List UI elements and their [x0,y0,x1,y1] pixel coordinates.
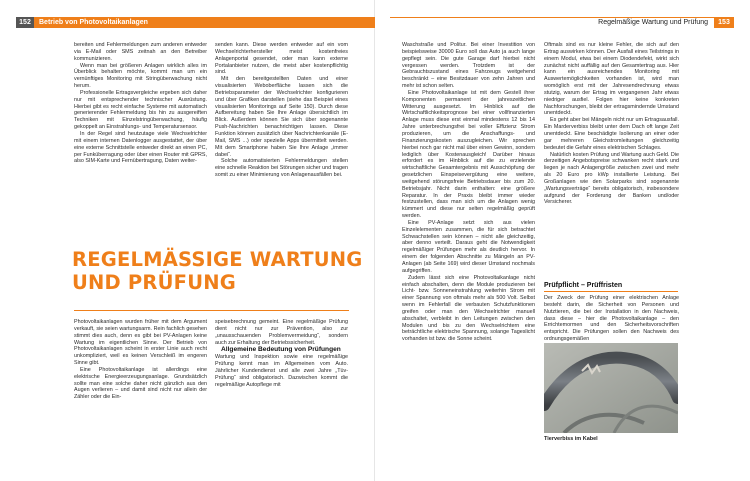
column-2-top [215,42,348,179]
left-header [0,17,375,28]
paragraph: Eine Photovoltaikanlage ist mit dem Gestell ihrer Komponenten permanent der jahreszeitlichen Witterung ausgesetzt. Im Hinblick auf die Wirtschaftlichkeitsprognose bei einer vollfinanzierten Anlage muss diese erst einmal mindestens 12 bis 14 Jahre unterbrechungsfrei bei voller Effizienz Strom produzieren, um die Anschaffungs- und Finanzierungskosten auszugleichen. Wir sprechen hierbei noch gar nicht mal über einen Gewinn, sondern lediglich über Kostenausgleich! Darüber hinaus erfordert es im Hinblick auf die zu erzielende wirtschaftliche Gesamtergebnis mit Ausschöpfung der gesetzlichen Einspeisevergütung eine weitere, weitgehend störungsfreie Betriebsdauer bis zum 20. Betriebsjahr. Nicht darin enthalten: eine größere Reparatur. In der Praxis bleibt immer wieder festzustellen, dass man sich um die Anlagen wenig kümmert und diese nur selten regelmäßig geprüft werden. [402,89,535,220]
paragraph: Eine Photovoltaikanlage ist allerdings eine elektrische Energieerzeugungsanlage. Grundsätzlich sollte man eine solche daher nicht gänzlich aus den Augen verlieren – und damit sind nicht nur allein der Zähler oder die Ein- [74,366,207,401]
title-divider [74,310,349,311]
paragraph: Wartung und Inspektion sowie eine regelmäßige Prüfung kennt man im Allgemeinen vom Auto. Jährlicher Kundendienst und alle zwei Jahre „Tüv-Prüfung“ sind obligatorisch. Dazwischen kommt die regelmäßige Autopflege mit [215,354,348,388]
column-3 [402,42,535,343]
paragraph: speisebrechnung gemeint. Eine regelmäßige Prüfung dient nicht nur zur Prävention, also zur „unausschauenden Problemvermeidung“, sondern auch zur Erhaltung der Betriebssicherheit. [215,319,348,346]
column-1-bottom [74,319,207,401]
paragraph: Es geht aber bei Mängeln nicht nur um Ertragsausfall. Ein Marderverbiss bleibt unter dem Dach oft lange Zeit unentdeckt. Eine beschädigte Isolierung an einer oder gar mehreren Gleichstromleitungen gleichzeitig bedeutet die Gefahr eines elektrischen Schlages. [544,117,679,151]
column-4-top [544,42,679,206]
paragraph: Zudem lässt sich eine Photovoltaikanlage nicht einfach abschalten, denn die Module produzieren bei Licht- bzw. Sonneneinstrahlung weiterhin Strom mit einer Spannung von oftmals mehr als 500 Volt. Selbst wenn im Fehlerfall die verbauten Schutzfunktionen greifen oder man den Wechselrichter manuell abschaltet, verbleibt in den Leitungen zwischen den Modulen und bis zu den Wechselrichtern eine beträchtliche elektrische Spannung, solange Tageslicht vorhanden ist bzw. die Sonne scheint. [402,274,535,343]
cable-photo-illustration [544,343,678,433]
paragraph: Photovoltaikanlagen wurden früher mit dem Argument verkauft, sie seien wartungsarm. Rein fachlich gesehen stimmt dies auch, denn es gibt bei PV-Anlagen keine Wartung im eigentlichen Sinne. Der Betrieb von Photovoltaikanlagen scheint in erster Linie auch recht unkompliziert, weil es keinen Verschleiß im engeren Sinne gibt. [74,319,207,367]
paragraph: Waschstraße und Politur. Bei einer Investition von beispielsweise 30000 Euro soll das Auto ja auch lange gepflegt sein. Die gute Garage darf hierbei nicht vergessen werden. Trotzdem ist der Gebrauchtszustand eines Fahrzeugs weitgehend beschränkt – eine Besitzdauer von zehn Jahren und mehr ist schon selten. [402,42,535,90]
paragraph: Eine PV-Anlage setzt sich aus vielen Einzelelementen zusammen, die für sich betrachtet Schwachstellen sein können – nicht alle gleichzeitig, aber denno verteilt. Daraus geht die Notwendigkeit regelmäßiger Prüfungen mehr als deutlich hervor. In einem der folgenden Abschnitte zu Mängeln an PV-Anlagen (ab Seite 169) wird dieser Umstand nochmals aufgegriffen. [402,219,535,274]
subheading-divider [544,291,678,292]
right-page-number: 153 [714,17,734,28]
subheading: Allgemeine Bedeutung von Prüfungen [221,346,341,354]
paragraph: bereiten und Fehlermeldungen zum anderen entweder via E-Mail oder SMS zeitnah an den Betreiber kommunizieren. [74,42,207,62]
column-4-bottom [544,295,679,343]
paragraph: In der Regel sind heutzutage viele Wechselrichter mit einem internen Datenlogger ausgestattet, der über eine externe Schnittstelle entweder direkt an einen PC, per Funküberragung oder über einen Router mit GPRS, also SIM-Karte und Fernübertragung, Daten weiter- [74,130,207,165]
page-title: REGELMÄSSIGE WARTUNG UND PRÜFUNG [72,248,363,294]
paragraph: senden kann. Diese werden entweder auf ein vom Wechselrichterhersteller meist kostenfreies Anlagenportal gesendet, oder man kann externe Portalanbieter nutzen, die meist aber kostenpflichtig sind. [215,42,348,76]
paragraph: Mit den bereitgestellten Daten und einer visualisierten Weboberfläche lassen sich die Betriebsparameter der Wechselrichter konfigurieren und über Grafiken darstellen (siehe das Beispiel eines visualisierten Monitorings auf Seite 150). Durch diese Aufbereitung haben Sie Ihre Anlage übersichtlich im Blick. Außerdem können Sie sich über sogenannte Push-Nachrichten benachrichtigen lassen. Diese Funktion können zusätzlich über Nachrichtenkanäle (E-Mail, SMS ...) oder spezielle Apps übermittelt werden. Mit dem Smartphone haben Sie Ihre Anlage „immer dabei“. [215,76,348,158]
book-spine [374,0,375,481]
cable-photo [544,343,678,433]
paragraph: Wenn man bei größeren Anlagen wirklich alles im Überblick behalten möchte, kommt man um ein vernünftiges Monitoring mit Stringüberwachung nicht herum. [74,62,207,90]
column-2-bottom [215,319,348,389]
paragraph: Professionelle Ertragsvergleiche ergeben sich daher nur mit entsprechender technischer Ausrüstung. Hierbei gibt es recht einfache Systeme mit automatisch generierender Fehlermeldung bis hin zu ausgereiften Techniken mit Einzelstringüberwachung, häufig gekoppelt an Einstrahlungs- und Temperatursensor. [74,89,207,131]
left-page-number: 152 [16,17,34,28]
right-header [390,17,734,28]
column-1-top [74,42,207,165]
subheading-pruefpflicht: Prüfpflicht – Prüffristen [544,282,623,289]
left-section-title: Betrieb von Photovoltaikanlagen [34,17,375,28]
right-section-title: Regelmäßige Wartung und Prüfung [390,17,714,28]
paragraph: Natürlich kosten Prüfung und Wartung auch Geld. Die derzeitigen Angebotspreise schwanken recht stark und liegen je nach Anlagengröße zwischen zwei und mehr als 20 Euro pro kWp installierte Leistung. Bei Großanlagen wie den Solarparks sind sogenannte „Wartungsverträge“ bereits obligatorisch, insbesondere aufgrund der Forderung der Banken und/oder Versicherer. [544,151,679,206]
paragraph: Oftmals sind es nur kleine Fehler, die sich auf den Ertrag auswirken können. Der Ausfall eines Teilstrings in einem Modul, etwa bei einem Diodendefekt, wirkt sich zunächst nicht auffällig auf den Gesamtertrag aus. Hier kann ein ausreichendes Monitoring mit Auswertemöglichkeiten vorhanden ist, wird man womöglich erst mit der Jahresendrechnung etwas stutzig, warum der Ertrag im vergangenen Jahr etwas niedriger ausfiel. Folgen hier keine konkreten Nachforschungen, bleibt der ertragsmindernde Umstand unentdeckt. [544,42,679,117]
photo-caption: Tierverbiss im Kabel [544,436,598,442]
paragraph: Der Zweck der Prüfung einer elektrischen Anlage besteht darin, die Sicherheit von Personen und Nutztieren, die bei der Installation in den Nachweis, dass diese – hier die Photovoltaikanlage – den Errichtemormen und den Sicherheitsvorschriften entspricht. Die Prüfungen sollen den Nachweis des ordnungsgemäßen [544,295,679,343]
paragraph: Solche automatisierten Fehlermeldungen stellen eine schnelle Reaktion bei Störungen sicher und tragen somit zu einer Minimierung von Anlagenausfällen bei. [215,158,348,179]
